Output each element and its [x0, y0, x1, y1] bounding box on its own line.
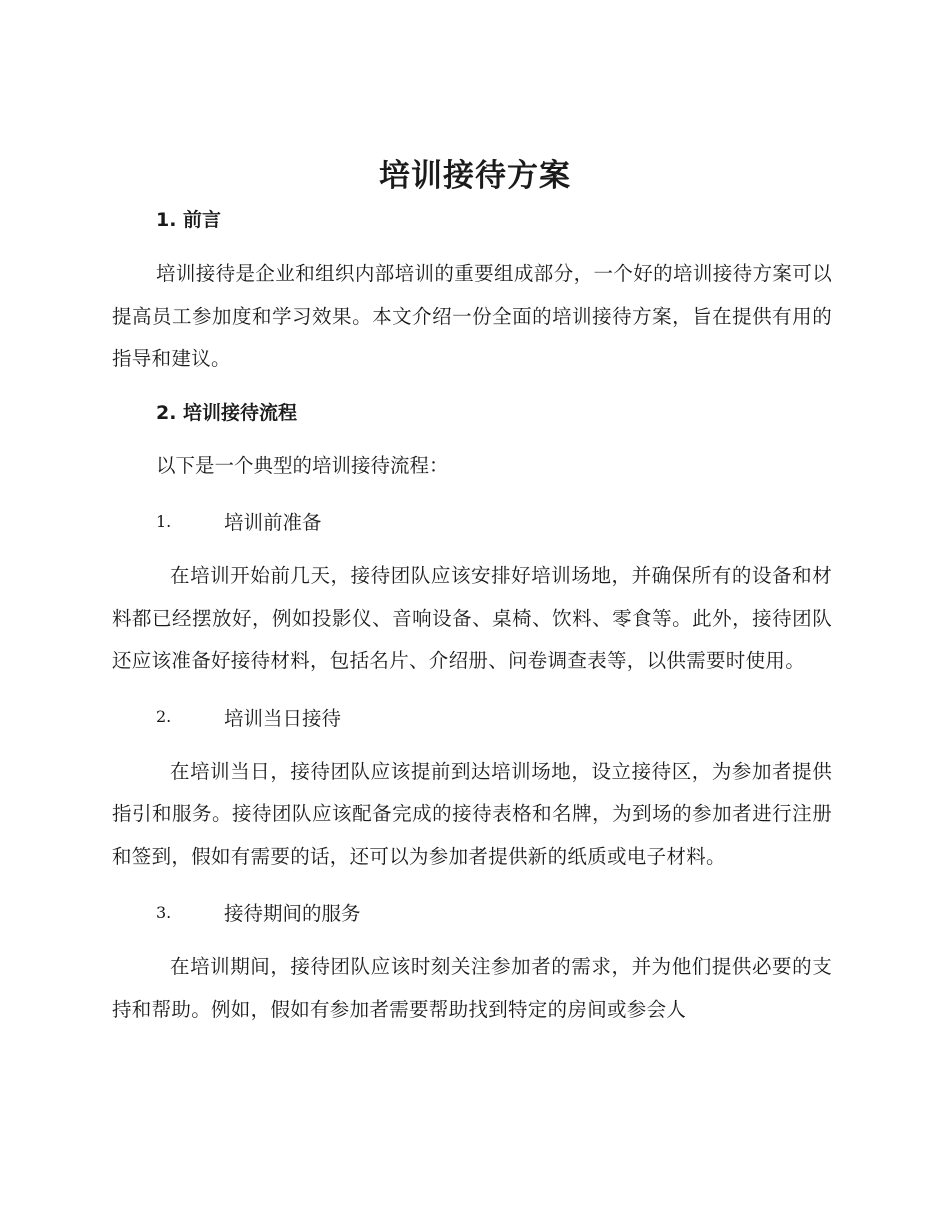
step-title: 培训当日接待: [224, 706, 342, 730]
step-3-heading: [156, 891, 832, 933]
step-number: 1.: [156, 511, 172, 531]
step-3-body: 在培训期间，接待团队应该时刻关注参加者的需求，并为他们提供必要的支持和帮助。例如，假如有参加者需要帮助找到特定的房间或参会人: [112, 955, 832, 1021]
process-lead: 以下是一个典型的培训接待流程：: [156, 453, 449, 477]
section-heading-intro: 1. 前言: [156, 209, 222, 231]
section-heading-process: 2. 培训接待流程: [156, 401, 298, 424]
step-1-heading: [156, 500, 832, 542]
intro-paragraph: 培训接待是企业和组织内部培训的重要组成部分，一个好的培训接待方案可以提高员工参加度和学习效果。本文介绍一份全面的培训接待方案，旨在提供有用的指导和建议。: [112, 262, 832, 370]
document-title: 培训接待方案: [379, 158, 571, 194]
step-2-body: 在培训当日，接待团队应该提前到达培训场地，设立接待区，为参加者提供指引和服务。接待团队应该配备完成的接待表格和名牌，为到场的参加者进行注册和签到，假如有需要的话，还可以为参加者提供新的纸质或电子材料。: [112, 759, 832, 868]
step-2-heading: [156, 696, 832, 738]
step-title: 培训前准备: [224, 511, 322, 534]
step-number: 2.: [156, 707, 172, 726]
step-title: 接待期间的服务: [224, 902, 361, 925]
step-number: 3.: [156, 902, 172, 922]
step-1-body: 在培训开始前几天，接待团队应该安排好培训场地，并确保所有的设备和材料都已经摆放好，例如投影仪、音响设备、桌椅、饮料、零食等。此外，接待团队还应该准备好接待材料，包括名片、介绍册、问卷调查表等，以供需要时使用。: [112, 564, 832, 672]
document-body: [112, 200, 832, 1031]
